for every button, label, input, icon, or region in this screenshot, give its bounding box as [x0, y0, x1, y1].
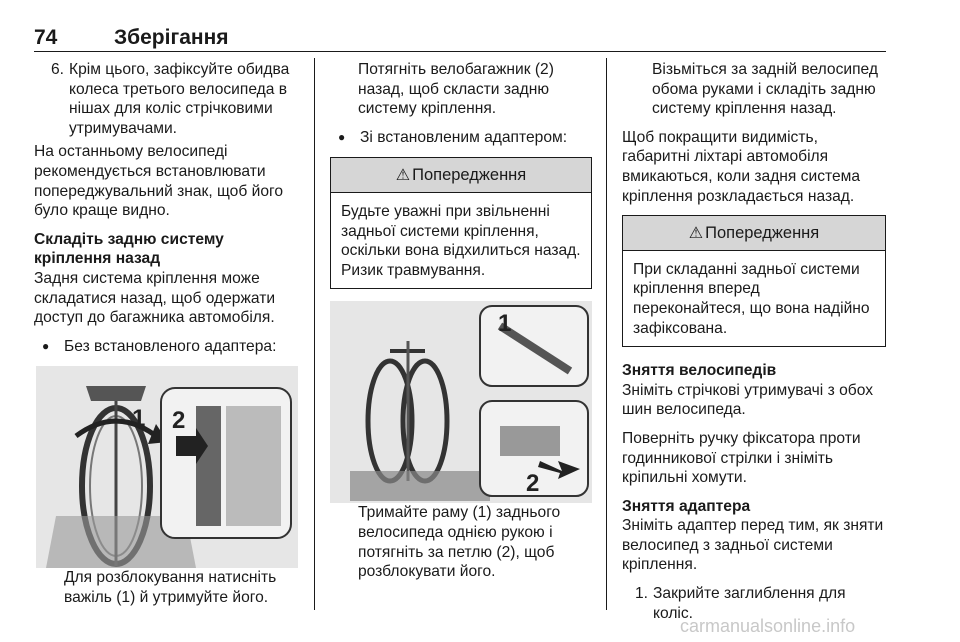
step-text: Крім цього, зафіксуйте обидва колеса третього велосипеда в нішах для коліс стрічковими утримувачами. — [69, 61, 290, 137]
figure2-callout-2: 2 — [526, 470, 540, 498]
warning-header — [623, 216, 885, 251]
bullet-dot: ● — [42, 338, 50, 353]
warning-header — [331, 158, 591, 193]
warning-triangle-icon: ⚠ — [395, 167, 411, 185]
warning-text: При складанні задньої системи кріплення вперед переконайтеся, що вона надійно зафіксована. — [633, 260, 870, 337]
bullet-text: Без встановленого адаптера: — [64, 337, 277, 355]
warning-title: Попередження — [412, 166, 527, 185]
paragraph-fold: Задня система кріплення може складатися назад, щоб одержати доступ до багажника автомобіля. — [34, 269, 276, 327]
section-heading-fold: Складіть задню систему кріплення назад — [34, 230, 224, 268]
figure-pull-loop — [330, 301, 592, 503]
step-number: 6. — [50, 61, 64, 78]
column-2 — [330, 60, 592, 591]
paragraph-warning-sign: На останньому велосипеді рекомендується встановлювати попереджувальний знак, щоб його було краще видно. — [34, 143, 284, 220]
warning-box — [330, 157, 592, 289]
bullet-without-adapter — [34, 337, 300, 357]
column-divider-1 — [314, 58, 315, 610]
step-number: 1. — [634, 585, 648, 603]
continued-text: Потягніть велобагажник (2) назад, щоб скласти задню систему кріплення. — [358, 61, 554, 118]
warning-triangle-icon: ⚠ — [688, 225, 704, 243]
column-3 — [622, 60, 886, 623]
step-6 — [24, 60, 300, 138]
step-text: Закрийте заглиблення для коліс. — [653, 585, 846, 622]
column-1 — [34, 60, 300, 617]
figure1-caption: Для розблокування натисніть важіль (1) й утримуйте його. — [64, 569, 277, 606]
paragraph-remove-straps: Зніміть стрічкові утримувачі з обох шин велосипеда. — [622, 381, 873, 419]
figure1-callout-1: 2 — [172, 407, 186, 435]
paragraph-remove-adapter: Зніміть адаптер перед тим, як зняти велосипед з задньої системи кріплення. — [622, 517, 884, 574]
figure1-callout-2: 1 — [132, 405, 146, 433]
page-title: Зберігання — [114, 26, 229, 49]
bullet-with-adapter — [330, 128, 592, 148]
warning-box — [622, 215, 886, 347]
warning-text: Будьте уважні при звільненні задньої системи кріплення, оскільки вона відхилиться назад. Ризик травмування. — [341, 202, 581, 279]
warning-title: Попередження — [705, 224, 820, 243]
header-rule — [34, 51, 886, 52]
bullet-dot: ● — [338, 129, 346, 144]
paragraph-turn-handle: Поверніть ручку фіксатора проти годинникової стрілки і зніміть кріпильні хомути. — [622, 429, 861, 487]
figure2-callout-1: 1 — [498, 310, 512, 338]
figure-unlock-lever — [36, 366, 298, 568]
continued-text: Візьміться за задній велосипед обома руками і складіть задню систему кріплення назад. — [652, 61, 878, 118]
bullet-text: Зі встановленим адаптером: — [360, 128, 568, 146]
page-number: 74 — [34, 26, 58, 49]
paragraph-lights: Щоб покращити видимість, габаритні ліхтарі автомобіля вмикаються, коли задня система кріплення розкладається назад. — [622, 128, 861, 205]
figure2-caption: Тримайте раму (1) заднього велосипеда однією рукою і потягніть за петлю (2), щоб розблокувати його. — [358, 504, 561, 581]
section-heading-remove-adapter: Зняття адаптера — [622, 497, 751, 515]
figure-illustration — [330, 301, 592, 503]
figure-illustration — [36, 366, 298, 568]
column-divider-2 — [606, 58, 607, 610]
watermark: carmanualsonline.info — [680, 616, 856, 636]
section-heading-remove-bikes: Зняття велосипедів — [622, 362, 777, 380]
page-header — [34, 26, 884, 52]
